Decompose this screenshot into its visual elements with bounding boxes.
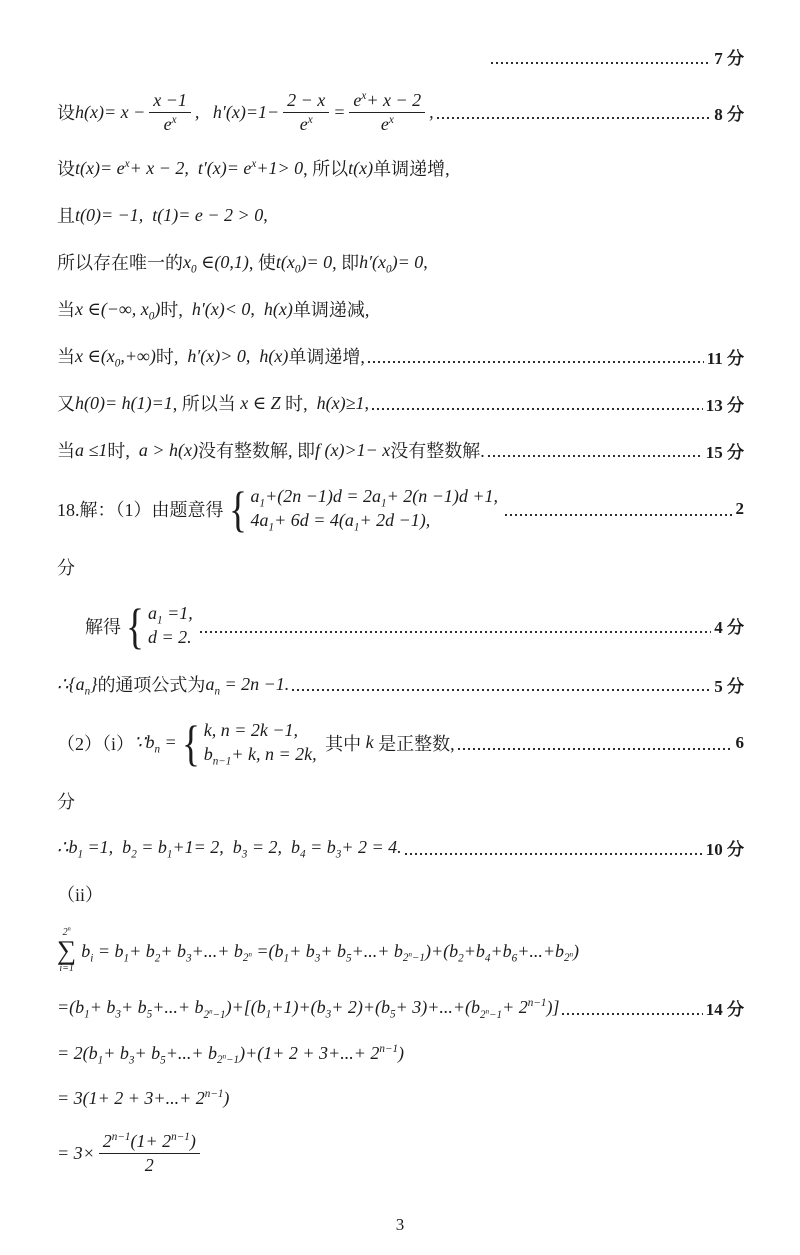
text-run: 当 [57, 347, 75, 368]
score-label: 7 分 [714, 49, 744, 68]
solution-line [57, 90, 744, 134]
cases-group [123, 597, 193, 654]
fraction-numerator: $2^{n-1}(1+ 2^{n-1})$ [99, 1131, 200, 1154]
fraction-denominator: $e^x$ [299, 113, 313, 134]
dotted-leader [292, 689, 711, 691]
math-run: = 3× [57, 1142, 95, 1163]
cases-rows [250, 486, 499, 534]
text-run: 且 [57, 206, 75, 227]
solution-line [57, 1086, 744, 1110]
fraction [99, 1131, 200, 1175]
solution-line [57, 155, 744, 181]
math-run: h(x) [250, 345, 289, 366]
math-run: h′(x)> 0 [178, 345, 246, 366]
text-run: , 即 [332, 253, 360, 274]
dotted-leader [562, 1013, 702, 1015]
text-run: 分 [57, 792, 75, 813]
solution-line [57, 249, 744, 275]
score-label: 15 分 [705, 442, 744, 462]
dotted-leader [368, 361, 704, 363]
math-run: $a_n = 2n -1$. [205, 673, 290, 698]
solution-line [57, 671, 744, 697]
cases-group [179, 714, 317, 771]
text-run: , [250, 298, 255, 319]
score-label: 10 分 [705, 840, 744, 860]
text-run: , [245, 345, 251, 366]
text-run: 单调递增, [288, 347, 365, 368]
score-label: 11 分 [706, 348, 744, 368]
math-run: $\therefore\{a_n\}$ [57, 673, 98, 698]
score-label: 8 分 [714, 104, 744, 124]
left-brace-glyph: { [126, 597, 144, 654]
math-run: x $\in(x_0,+\infty)$ [75, 345, 156, 370]
text-run: 设 [57, 159, 75, 180]
fraction [149, 90, 191, 134]
solution-line [57, 881, 744, 907]
text-run: 当 [57, 300, 75, 321]
fraction [349, 90, 425, 134]
cases-row: $4a_1+ 6d = 4(a_1+ 2d -1)$, [250, 510, 431, 534]
cases-rows [203, 720, 317, 768]
text-run: , [263, 204, 268, 225]
dotted-leader [200, 631, 712, 633]
text-run: 是正整数, [378, 733, 455, 754]
math-run: h′(x)< 0 [182, 298, 251, 319]
text-run: 设 [57, 103, 75, 124]
text-run: （ii） [57, 885, 104, 906]
math-run: a ≤1 [75, 439, 108, 460]
math-run: $t(x_0)= 0$ [275, 251, 333, 276]
fraction-numerator: x −1 [149, 90, 191, 113]
text-run: 没有整数解. [390, 441, 485, 462]
score-label: 6 [735, 732, 744, 752]
text-run: 其中 [320, 733, 362, 754]
math-run: $\because b_n$ = [134, 732, 177, 756]
text-run: 18.解：（1）由题意得 [57, 499, 224, 520]
sum-lower-limit: i=1 [59, 963, 74, 975]
math-run: = [333, 101, 346, 122]
dotted-leader [437, 117, 712, 119]
text-run: 时, [107, 441, 130, 462]
solution-line [57, 554, 744, 580]
fraction-denominator: $e^x$ [380, 113, 394, 134]
solution-line [57, 928, 744, 974]
math-run: $=(b_1+ b_3+ b_5+...+ b_{2^n-1})+[(b_1+1)+(b_3+ 2)+(b_5+ 3)+...+(b_{2^n-1}+ 2^{n-1})]$ [57, 997, 560, 1021]
fraction-numerator: $e^x+ x - 2$ [349, 90, 425, 113]
solution-line [57, 480, 744, 537]
score-label: 5 分 [714, 676, 744, 696]
math-run: = $3(1+ 2 + 3+...+ 2^{n-1})$ [57, 1087, 230, 1108]
summation-symbol [57, 928, 76, 974]
fraction-denominator: 2 [144, 1154, 154, 1175]
solution-line [57, 714, 744, 771]
text-run: 分 [57, 558, 75, 579]
solution-line [57, 343, 744, 369]
cases-row: $a_1+(2n -1)d = 2a_1+ 2(n -1)d +1$, [250, 486, 499, 510]
math-run: h(x)= x − [75, 101, 146, 122]
dotted-leader [491, 62, 711, 64]
math-run: $\therefore b_1 =1$, $b_2 = b_1+1= 2$, $b_3 = 2$, $b_4 = b_3+ 2 = 4$. [57, 837, 402, 861]
math-run: $t(x)= e^x+ x - 2$, $t'(x)= e^x+1> 0$ [75, 157, 304, 178]
solution-line [57, 1131, 744, 1175]
math-run: $b_i = b_1+ b_2+ b_3+...+ b_{2^n} =(b_1+ b_3+ b_5+...+ b_{2^n-1})+(b_2+b_4+b_6+...+b_{2^n})$ [81, 940, 580, 965]
math-run: h(x)≥1 [307, 392, 365, 413]
cases-row: k, n = 2k −1, [203, 720, 298, 741]
cases-row: $a_1 =1$, [148, 603, 193, 627]
solution-line [57, 788, 744, 814]
solution-line [57, 995, 744, 1020]
text-run: 又 [57, 394, 75, 415]
math-run: $h'(x_0)= 0$ [359, 251, 424, 276]
solution-line [57, 296, 744, 322]
text-run: 时, [285, 394, 308, 415]
score-label: 14 分 [705, 1000, 744, 1020]
text-run: 时, [155, 347, 179, 368]
solution-line [57, 390, 744, 416]
math-run: f (x)>1− x [315, 439, 391, 460]
left-brace-glyph: { [228, 480, 247, 537]
math-run: k [361, 732, 379, 753]
text-run: 的通项公式为 [97, 675, 206, 696]
dotted-leader [405, 853, 703, 855]
text-run: 时, [160, 300, 183, 321]
cases-rows [148, 603, 193, 648]
solution-line [57, 44, 744, 69]
text-run: 当 [57, 441, 75, 462]
math-run: h(0)= h(1)=1 [75, 392, 173, 413]
fraction-numerator: 2 − x [283, 90, 329, 113]
dotted-leader [372, 408, 703, 410]
fraction-denominator: $e^x$ [163, 113, 177, 134]
dotted-leader [488, 455, 703, 457]
solution-lines [57, 44, 744, 1175]
math-run: $x_0$ ∈(0,1) [183, 251, 249, 276]
sigma-glyph: ∑ [57, 935, 77, 966]
cases-row: $b_{n-1}+ k$, n = 2k, [203, 744, 317, 768]
cases-group [226, 480, 499, 537]
score-label: 4 分 [714, 618, 744, 638]
solution-line [57, 597, 744, 654]
math-run: t(x) [348, 157, 374, 178]
math-run: , [429, 101, 434, 122]
math-run: h(x) [254, 298, 293, 319]
math-run: x ∈(−∞, $x_0$) [75, 298, 161, 323]
solution-line [57, 202, 744, 228]
text-run: （2）（i） [57, 733, 135, 754]
sum-upper-limit: 2$^n$ [62, 926, 71, 939]
text-run: 解得 [85, 616, 121, 637]
dotted-leader [458, 748, 733, 750]
text-run: , [423, 251, 428, 272]
solution-line [57, 437, 744, 463]
text-run: , [364, 392, 369, 413]
text-run: , 所以 [303, 159, 349, 180]
text-run: 单调递减, [292, 300, 370, 321]
math-run: = $2(b_1+ b_3+ b_5+...+ b_{2^n-1})+(1+ 2 + 3+...+ 2^{n-1})$ [57, 1042, 405, 1067]
text-run: , 使 [248, 253, 276, 274]
math-run: x ∈ Z [235, 392, 286, 413]
fraction [283, 90, 329, 134]
text-run: 没有整数解, 即 [198, 441, 316, 462]
page-number: 3 [395, 1215, 405, 1234]
solution-line [57, 1041, 744, 1065]
left-brace-glyph: { [181, 714, 200, 771]
score-label: 2 [735, 498, 744, 518]
text-run: 所以存在唯一的 [57, 253, 183, 274]
solution-line [57, 835, 744, 860]
text-run: , 所以当 [172, 394, 236, 415]
math-run: , h′(x)=1− [194, 101, 280, 122]
text-run: 单调递增, [373, 159, 450, 180]
math-run: a > h(x) [129, 439, 199, 460]
cases-row: d = 2. [148, 627, 192, 648]
score-label: 13 分 [705, 395, 744, 415]
dotted-leader [505, 514, 732, 516]
math-run: t(0)= −1, t(1)= e − 2 > 0 [75, 204, 264, 225]
